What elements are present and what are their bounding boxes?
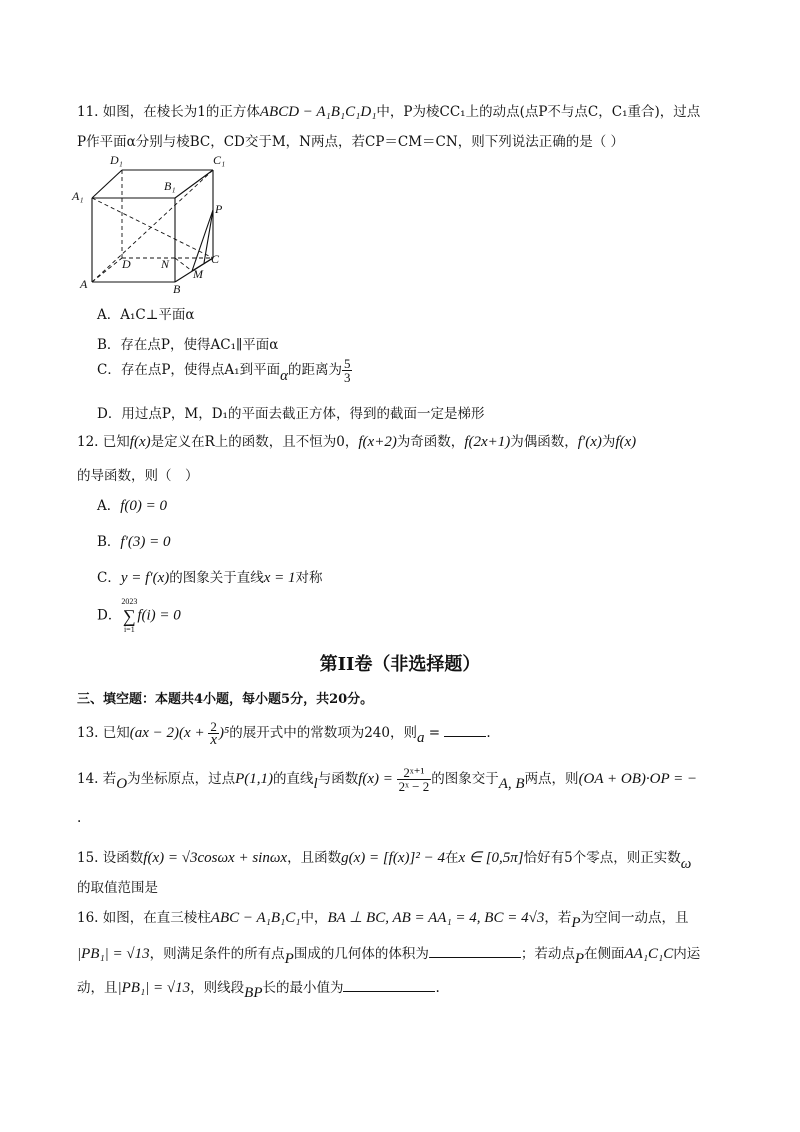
q16-prism: ABC − A₁B₁C₁ xyxy=(210,910,301,926)
q12-fpx: f′(x) xyxy=(577,434,602,450)
q15-gx: g(x) = [f(x)]² − 4 xyxy=(341,850,445,866)
q14-O: O xyxy=(116,776,128,792)
q16-text-c: ，若 xyxy=(544,910,572,926)
section-title: 第II卷（非选择题） xyxy=(319,654,481,675)
q16-line2 xyxy=(77,942,701,967)
q12-line1 xyxy=(77,430,636,451)
q16-text-l: 长的最小值为 xyxy=(262,980,344,996)
frac-den: 3 xyxy=(343,370,351,385)
q12-option-d xyxy=(97,597,181,635)
q15-number: 15. xyxy=(77,850,99,866)
q13-expr-b: )⁵ xyxy=(219,725,230,741)
q14-text-c: 的直线 xyxy=(273,771,314,787)
q12-text-e: 为 xyxy=(601,434,616,450)
q11-c-fraction xyxy=(342,357,353,384)
q13-text: 已知 xyxy=(102,725,130,741)
q13-expr: (ax − 2)(x + xyxy=(129,725,209,741)
cube-figure xyxy=(70,150,240,295)
q15-text: 设函数 xyxy=(102,850,144,866)
q16-pb1: |PB₁| = √13 xyxy=(77,946,150,962)
q12-text-d: 为偶函数， xyxy=(510,434,578,450)
q13-var: a xyxy=(417,730,425,746)
q16-text-d: 为空间一动点，且 xyxy=(580,910,689,926)
q16-cond: BA ⊥ BC, AB = AA₁ = 4, BC = 4√3 xyxy=(327,910,545,926)
q14-text-b: 为坐标原点，过点 xyxy=(127,771,236,787)
q13 xyxy=(77,720,491,747)
frac-num: 2 xyxy=(208,720,219,734)
q11-option-c xyxy=(97,357,352,384)
q11-c-text: C．存在点P，使得点A₁到平面 xyxy=(97,362,281,378)
q11-cube-name: ABCD − A₁B₁C₁D₁ xyxy=(259,104,377,120)
q12-option-c xyxy=(97,566,323,587)
q14-text: 若 xyxy=(102,771,117,787)
label-A1: A₁ xyxy=(72,189,84,203)
sum-lower: i=1 xyxy=(123,625,135,634)
q12-text-b: 是定义在R上的函数，且不恒为0， xyxy=(150,434,359,450)
label-A: A xyxy=(80,277,88,291)
q16-text-j: 动，且 xyxy=(77,980,118,996)
q14-text-d: 与函数 xyxy=(317,771,359,787)
q11-c-alpha: α xyxy=(280,368,288,384)
q11-c-mid: 的距离为 xyxy=(287,362,342,378)
q16-face: AA₁C₁C xyxy=(624,946,674,962)
q12-line2: 的导函数，则（ ） xyxy=(77,468,199,484)
label-B1: B₁ xyxy=(164,179,176,193)
q15-text-b: ，且函数 xyxy=(287,850,342,866)
q12-fx-end: f(x) xyxy=(615,434,637,450)
q16-text-f: 围成的几何体的体积为 xyxy=(293,946,429,962)
q15-line1 xyxy=(77,846,692,872)
q14-line1 xyxy=(77,766,697,793)
label-C: C xyxy=(211,252,220,266)
opt-line: x = 1 xyxy=(263,570,296,586)
label-P: P xyxy=(215,202,223,216)
q14-vector: (OA + OB)·OP = − xyxy=(578,771,698,787)
q14-AB: A, B xyxy=(498,776,525,792)
q16-end: . xyxy=(435,980,440,996)
q16-text-i: 内运 xyxy=(673,946,701,962)
opt-text-b: 对称 xyxy=(295,570,323,586)
q16-P2: P xyxy=(284,951,294,967)
opt-label: B． xyxy=(97,534,121,550)
opt-label: D． xyxy=(97,607,122,624)
q16-BP: BP xyxy=(244,985,263,1001)
q12-number: 12. xyxy=(77,434,99,450)
q16-pb1b: |PB₁| = √13 xyxy=(117,980,191,996)
q16-volume-blank[interactable] xyxy=(429,957,521,958)
q14-l: l xyxy=(313,776,318,792)
opt-expr: f(i) = 0 xyxy=(137,607,181,624)
label-D: D xyxy=(122,257,131,271)
sum-sigma: ∑ xyxy=(122,606,136,626)
q11-option-a: A．A₁C⊥平面α xyxy=(97,307,195,323)
q14-fraction xyxy=(397,766,432,793)
q11-text: 如图，在棱长为1的正方体 xyxy=(102,104,260,120)
q13-number: 13. xyxy=(77,725,99,741)
frac-num: 2ˣ⁺¹ xyxy=(397,766,432,780)
label-M: M xyxy=(193,267,203,281)
q16-text-b: 中， xyxy=(300,910,328,926)
q15-line2: 的取值范围是 xyxy=(77,880,158,896)
opt-label: C． xyxy=(97,570,121,586)
opt-expr: f(0) = 0 xyxy=(120,498,168,514)
q16-text-e: ，则满足条件的所有点 xyxy=(149,946,285,962)
q11-line1 xyxy=(77,100,700,121)
q11-text-cont: 中，P为棱CC₁上的动点(点P不与点C，C₁重合)，过点 xyxy=(376,104,701,120)
q16-number: 16. xyxy=(77,910,99,926)
q14-fx: f(x) = xyxy=(358,771,397,787)
q15-fx: f(x) = √3cosωx + sinωx xyxy=(143,850,288,866)
label-D1: D₁ xyxy=(110,153,123,167)
q16-text-k: ，则线段 xyxy=(190,980,245,996)
q12-text: 已知 xyxy=(102,434,130,450)
label-B: B xyxy=(173,282,181,295)
q11-option-d: D．用过点P，M，D₁的平面去截正方体，得到的截面一定是梯形 xyxy=(97,406,485,422)
q14-number: 14. xyxy=(77,771,99,787)
frac-den: 2ˣ − 2 xyxy=(398,779,430,794)
q11-number: 11. xyxy=(77,104,99,120)
q16-min-length-blank[interactable] xyxy=(343,991,435,992)
q16-line3 xyxy=(77,976,440,1001)
label-C1: C₁ xyxy=(213,153,226,167)
q15-omega: ω xyxy=(680,856,692,872)
opt-text: 的图象关于直线 xyxy=(169,570,264,586)
opt-expr: y = f′(x) xyxy=(120,570,170,586)
q13-text-b: 的展开式中的常数项为240，则 xyxy=(229,725,417,741)
summation xyxy=(121,597,137,635)
q15-text-d: 恰好有5个零点，则正实数 xyxy=(523,850,681,866)
frac-num: 5 xyxy=(343,356,351,371)
q14-end: . xyxy=(77,810,82,826)
q12-option-a xyxy=(97,494,167,515)
label-N: N xyxy=(161,257,170,271)
q11-line2: P作平面α分别与棱BC，CD交于M，N两点，若CP＝CM＝CN，则下列说法正确的是（ ） xyxy=(77,134,624,150)
q12-f2x1: f(2x+1) xyxy=(464,434,511,450)
q16-P3: P xyxy=(574,951,584,967)
frac-den: x xyxy=(210,732,217,748)
q12-fx: f(x) xyxy=(129,434,151,450)
q13-eq: = xyxy=(424,725,445,741)
q13-fraction xyxy=(208,720,219,747)
q16-P: P xyxy=(571,915,581,931)
q12-text-c: 为奇函数， xyxy=(396,434,465,450)
q12-fx2: f(x+2) xyxy=(358,434,397,450)
q14-P: P(1,1) xyxy=(235,771,274,787)
part3-header: 三、填空题：本题共4小题，每小题5分，共20分。 xyxy=(77,692,374,707)
sum-upper: 2023 xyxy=(121,597,138,606)
q16-text-h: 在侧面 xyxy=(584,946,625,962)
q11-option-b: B．存在点P，使得AC₁∥平面α xyxy=(97,337,279,353)
q14-text-e: 的图象交于 xyxy=(431,771,499,787)
opt-label: A． xyxy=(97,498,121,514)
q16-line1 xyxy=(77,906,689,931)
q12-option-b xyxy=(97,530,170,551)
q13-answer-blank[interactable] xyxy=(444,736,486,737)
q16-text: 如图，在直三棱柱 xyxy=(102,910,211,926)
q15-text-c: 在 xyxy=(444,850,459,866)
q16-text-g: ；若动点 xyxy=(520,946,575,962)
q13-end: . xyxy=(486,725,491,741)
q14-text-f: 两点，则 xyxy=(524,771,579,787)
opt-expr: f′(3) = 0 xyxy=(120,534,171,550)
q15-interval: x ∈ [0,5π] xyxy=(458,850,524,866)
